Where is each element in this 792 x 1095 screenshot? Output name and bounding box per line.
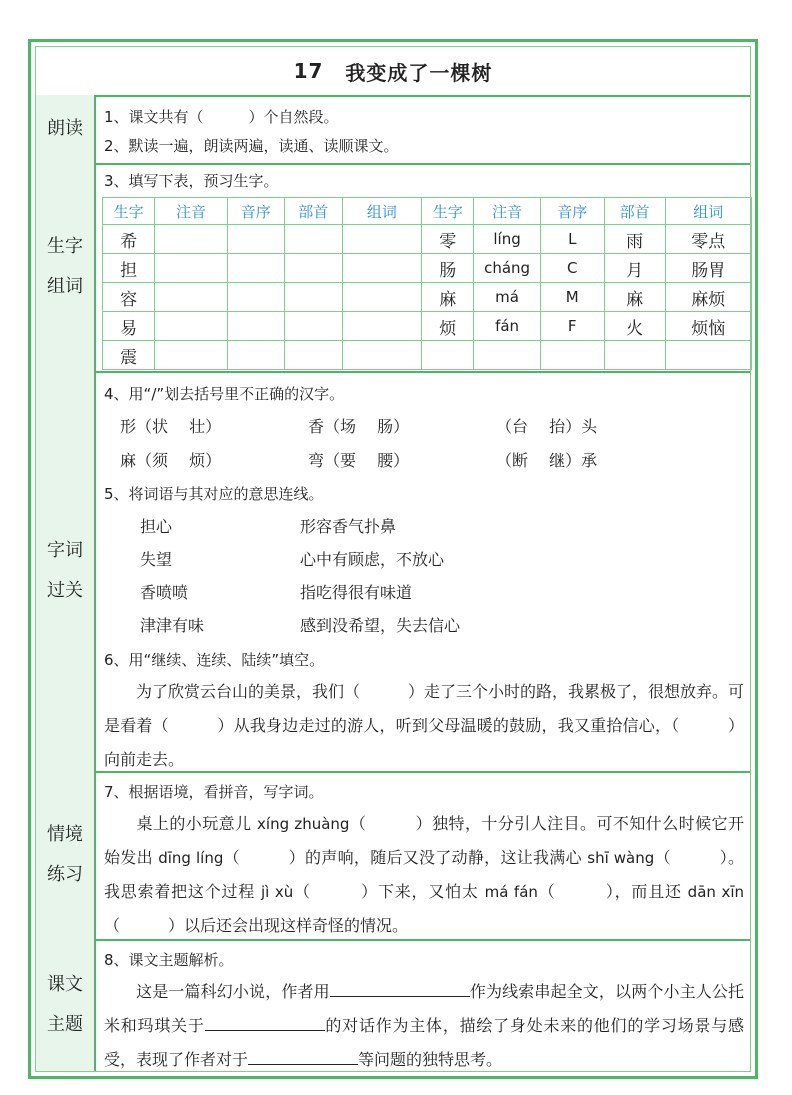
- column-header: 生字: [422, 198, 474, 225]
- question-6-text: 为了欣赏云台山的美景，我们（ ）走了三个小时的路，我累极了，很想放弃。可是看着（ ）从我身边走过的游人，听到父母温暖的鼓励，我又重拾信心，（ ）向前走去。: [104, 682, 745, 769]
- table-row: 担 肠 cháng C 月 肠胃: [103, 254, 752, 283]
- column-header: 部首: [284, 198, 342, 225]
- match-meaning: 指吃得很有味道: [300, 583, 413, 602]
- match-word: 失望: [140, 550, 173, 569]
- match-word: 香喷喷: [140, 583, 189, 602]
- pinyin: shī wàng: [587, 849, 655, 867]
- pinyin: jì xù: [260, 883, 294, 901]
- option-item: （台 抬）头: [496, 417, 598, 436]
- lesson-title: 我变成了一棵树: [345, 60, 493, 85]
- section-content: [100, 163, 746, 371]
- match-meaning: 形容香气扑鼻: [300, 517, 397, 536]
- section-label: 生字 组词: [36, 163, 96, 371]
- question-8-text: 这是一篇科幻小说，作者用 作为线索串起全文，以两个小主人公托米和玛琪关于 的对话作为主体，描绘了身处未来的他们的学习场景与感受，表现了作者对于 等问题的独特思考。: [104, 975, 744, 1077]
- option-item: 麻（须 烦）: [120, 451, 222, 470]
- section-content: [100, 371, 746, 771]
- column-header: 注音: [155, 198, 228, 225]
- worksheet-inner: [35, 46, 751, 1072]
- option-item: 香（场 肠）: [308, 417, 410, 436]
- section-content: [100, 95, 746, 163]
- worksheet-frame: [28, 39, 758, 1079]
- column-header: 部首: [604, 198, 665, 225]
- question-7: 7、根据语境，看拼音，写字词。: [104, 783, 324, 801]
- match-meaning: 感到没希望，失去信心: [300, 616, 461, 635]
- pinyin: xíng zhuàng: [257, 815, 350, 833]
- section-shengzi: [36, 163, 750, 373]
- section-content: [100, 771, 746, 939]
- column-header: 生字: [103, 198, 155, 225]
- pinyin: dīng líng: [158, 849, 224, 867]
- answer-blank[interactable]: [330, 978, 470, 997]
- match-word: 担心: [140, 517, 173, 536]
- table-row: 震: [103, 341, 752, 370]
- option-item: 弯（要 腰）: [308, 451, 410, 470]
- question-2: 2、默读一遍，朗读两遍，读通、读顺课文。: [104, 137, 399, 155]
- pinyin: má fán: [484, 883, 538, 901]
- section-zhuti: [36, 939, 750, 1071]
- lesson-number: 17: [293, 59, 324, 83]
- match-word: 津津有味: [140, 616, 205, 635]
- section-zici: [36, 371, 750, 773]
- section-label: 字词 过关: [36, 371, 96, 771]
- question-7-text: 桌上的小玩意儿 xíng zhuàng（ ）独特，十分引人注目。可不知什么时候它开始发出 dīng líng（ ）的声响，随后又没了动静，这让我满心 shī wàng（ ）。我思索着把这个过程 jì xù（ ）下来，又怕太 má fán（ ），而且还 dān xīn（ ）以后还会出现这样奇怪的情况。: [104, 814, 744, 935]
- section-label: 情境 练习: [36, 771, 96, 939]
- table-row: 容 麻 má M 麻 麻烦: [103, 283, 752, 312]
- section-label: 课文 主题: [36, 939, 96, 1071]
- question-4: 4、用“/”划去括号里不正确的汉字。: [104, 385, 345, 403]
- column-header: 组词: [665, 198, 751, 225]
- column-header: 组词: [342, 198, 421, 225]
- answer-blank[interactable]: [248, 1046, 358, 1065]
- table-row: 易 烦 fán F 火 烦恼: [103, 312, 752, 341]
- question-6: 6、用“继续、连续、陆续”填空。: [104, 651, 325, 669]
- match-meaning: 心中有顾虑，不放心: [300, 550, 445, 569]
- column-header: 注音: [474, 198, 541, 225]
- section-langdu: [36, 95, 750, 165]
- question-8: 8、课文主题解析。: [104, 951, 234, 969]
- question-1: 1、课文共有（ ）个自然段。: [104, 108, 339, 126]
- question-3: 3、填写下表，预习生字。: [104, 172, 279, 190]
- page-title: [36, 47, 750, 97]
- table-row: 希 零 líng L 雨 零点: [103, 225, 752, 254]
- option-item: 形（状 壮）: [120, 417, 222, 436]
- section-label: 朗读: [36, 95, 96, 163]
- question-5: 5、将词语与其对应的意思连线。: [104, 485, 324, 503]
- column-header: 音序: [540, 198, 604, 225]
- column-header: 音序: [227, 198, 284, 225]
- option-item: （断 继）承: [496, 451, 598, 470]
- section-qingjing: [36, 771, 750, 941]
- character-table: [102, 197, 752, 370]
- pinyin: dān xīn: [687, 883, 744, 901]
- answer-blank[interactable]: [205, 1012, 325, 1031]
- section-content: [100, 939, 746, 1071]
- table-header-row: [103, 198, 752, 225]
